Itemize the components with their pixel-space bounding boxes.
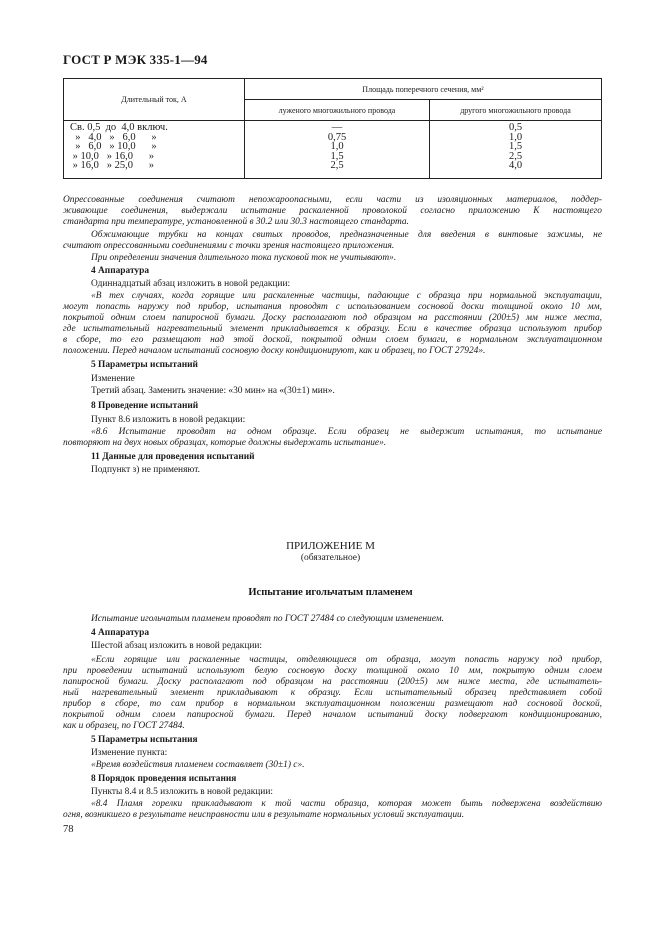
paragraph-line: Обжимающие трубки на концах свитых проводов, предназначенные для введения в винтовые зажимы, не	[91, 230, 602, 240]
table-cell: 1,0	[508, 131, 523, 143]
table-header-other: другого многожильного провода	[430, 100, 602, 121]
quote-line: прибор в сборе, то сам прибор в нормальном эксплуатационном положении размещают над сосновой доской,	[63, 699, 602, 709]
table-cell: 2,5	[508, 150, 523, 162]
document-header: ГОСТ Р МЭК 335-1—94	[63, 52, 208, 67]
quote-line: ный нагревательный элемент прикладывают к образцу. Если испытательный образец представляет собой	[63, 688, 602, 698]
quote-line: «Если горящие или раскаленные частицы, отделяющиеся от образца, могут попасть наружу под прибор,	[91, 655, 602, 665]
annex-heading: Испытание игольчатым пламенем	[248, 587, 413, 598]
quote-line: положении. Перед началом испытаний сосновую доску кондиционируют, как и образец, по ГОСТ 27924».	[63, 346, 486, 356]
quote-line: повторяют на двух новых образцах, которые должны выдержать испытание».	[63, 438, 387, 448]
quote-line: «8.6 Испытание проводят на одном образце. Если образец не выдержит испытания, то испытание	[91, 427, 602, 437]
paragraph-line: Опрессованные соединения считают непожароопасными, если части из изоляционных материалов, поддер-	[63, 195, 602, 205]
annex-subtitle: (обязательное)	[300, 553, 361, 563]
paragraph-line: Одиннадцатый абзац изложить в новой редакции:	[91, 279, 291, 289]
paragraph-line: живающие соединения, выдержали испытание раскаленной проволокой согласно приложению К настоящего	[63, 206, 602, 216]
quote-line: папиросной бумаги. Доску располагают под образцом на расстоянии (200±5) мм ниже места, где испытатель-	[63, 677, 602, 687]
quote-line: где испытательный нагревательный элемент прикладывается к образцу. Если в качестве образца используют прибор	[63, 324, 602, 334]
table-cell: » 10,0 » 16,0 »	[70, 150, 154, 162]
section-heading: 11 Данные для проведения испытаний	[91, 452, 255, 462]
quote-line: в сборе, то его размещают над этой доской, покрытой одним слоем бумаги, в нормальном эксплуатационном	[63, 335, 602, 345]
page-number: 78	[63, 824, 74, 835]
table-cell: 1,5	[330, 150, 344, 162]
section-heading: 4 Аппаратура	[91, 266, 150, 276]
quote-line: «В тех случаях, когда горящие или раскаленные частицы, падающие с образца при нормальной эксплуатации,	[91, 291, 602, 301]
table-header-tinned: луженого многожильного провода	[245, 100, 430, 121]
table-header-group: Площадь поперечного сечения, мм²	[245, 79, 602, 100]
annex-title: ПРИЛОЖЕНИЕ М	[286, 540, 375, 552]
paragraph-line: Третий абзац. Заменить значение: «30 мин» на «(30±1) мин».	[91, 386, 335, 396]
table-cell: 1,5	[508, 141, 523, 153]
table-cell: —	[331, 122, 343, 133]
table-cell: » 4,0 » 6,0 »	[70, 131, 157, 143]
table-col-range	[64, 121, 245, 179]
section-heading: 8 Проведение испытаний	[91, 401, 199, 411]
table-cell: 0,75	[327, 131, 347, 143]
section-heading: 4 Аппаратура	[91, 628, 150, 638]
table-cell: 0,5	[508, 122, 523, 133]
quote-line: покрытой одним слоем папиросной бумаги. Доску располагают под образцом на расстоянии (200±5) мм ниже места,	[63, 313, 602, 323]
cross-section-table	[63, 78, 602, 179]
table-cell: Св. 0,5 до 4,0 включ.	[70, 122, 168, 133]
section-heading: 5 Параметры испытания	[91, 735, 198, 745]
section-heading: 8 Порядок проведения испытания	[91, 774, 237, 784]
paragraph-line: При определении значения длительного тока пусковой ток не учитывают».	[91, 253, 397, 263]
paragraph-line: Пункты 8.4 и 8.5 изложить в новой редакции:	[91, 787, 273, 797]
quote-line: покрытой одним слоем папиросной бумаги. Перед началом испытаний доску подвергают кондиционированию,	[63, 710, 602, 720]
table-cell: » 6,0 » 10,0 »	[70, 141, 157, 153]
table-cell: 4,0	[508, 160, 523, 172]
table-col-tinned	[245, 121, 430, 179]
paragraph-line: Подпункт з) не применяют.	[91, 465, 201, 475]
table-cell: » 16,0 » 25,0 »	[70, 160, 154, 172]
paragraph-line: Изменение	[91, 374, 135, 384]
paragraph-line: Изменение пункта:	[91, 748, 168, 758]
quote-line: огня, возникшего в результате неисправности или в результате нормальных условий эксплуатации.	[63, 810, 465, 820]
quote-line: могут попасть наружу под прибор, испытания проводят с использованием сосновой доски толщиной около 10 мм,	[63, 302, 602, 312]
table-header-current: Длительный ток, А	[64, 79, 245, 121]
paragraph-line: считают опрессованными соединениями с точки зрения настоящего приложения.	[63, 241, 395, 251]
paragraph-line: Испытание игольчатым пламенем проводят по ГОСТ 27484 со следующим изменением.	[91, 614, 444, 624]
quote-line: при проведении испытаний используют белую сосновую доску толщиной около 10 мм, покрытую одним слоем	[63, 666, 602, 676]
table-col-other	[430, 121, 602, 179]
table-cell: 1,0	[330, 141, 344, 153]
section-heading: 5 Параметры испытаний	[91, 360, 198, 370]
paragraph-line: Шестой абзац изложить в новой редакции:	[91, 641, 263, 651]
quote-line: «8.4 Пламя горелки прикладывают к той части образца, которая может быть подвержена воздействию	[91, 799, 602, 809]
quote-line: «Время воздействия пламенем составляет (30±1) с».	[91, 760, 305, 770]
table-cell: 2,5	[330, 160, 344, 172]
paragraph-line: стандарта при температуре, установленной в 30.2 или 30.3 настоящего стандарта.	[63, 217, 409, 227]
quote-line: как и образец, по ГОСТ 27484.	[63, 721, 185, 731]
paragraph-line: Пункт 8.6 изложить в новой редакции:	[91, 415, 246, 425]
